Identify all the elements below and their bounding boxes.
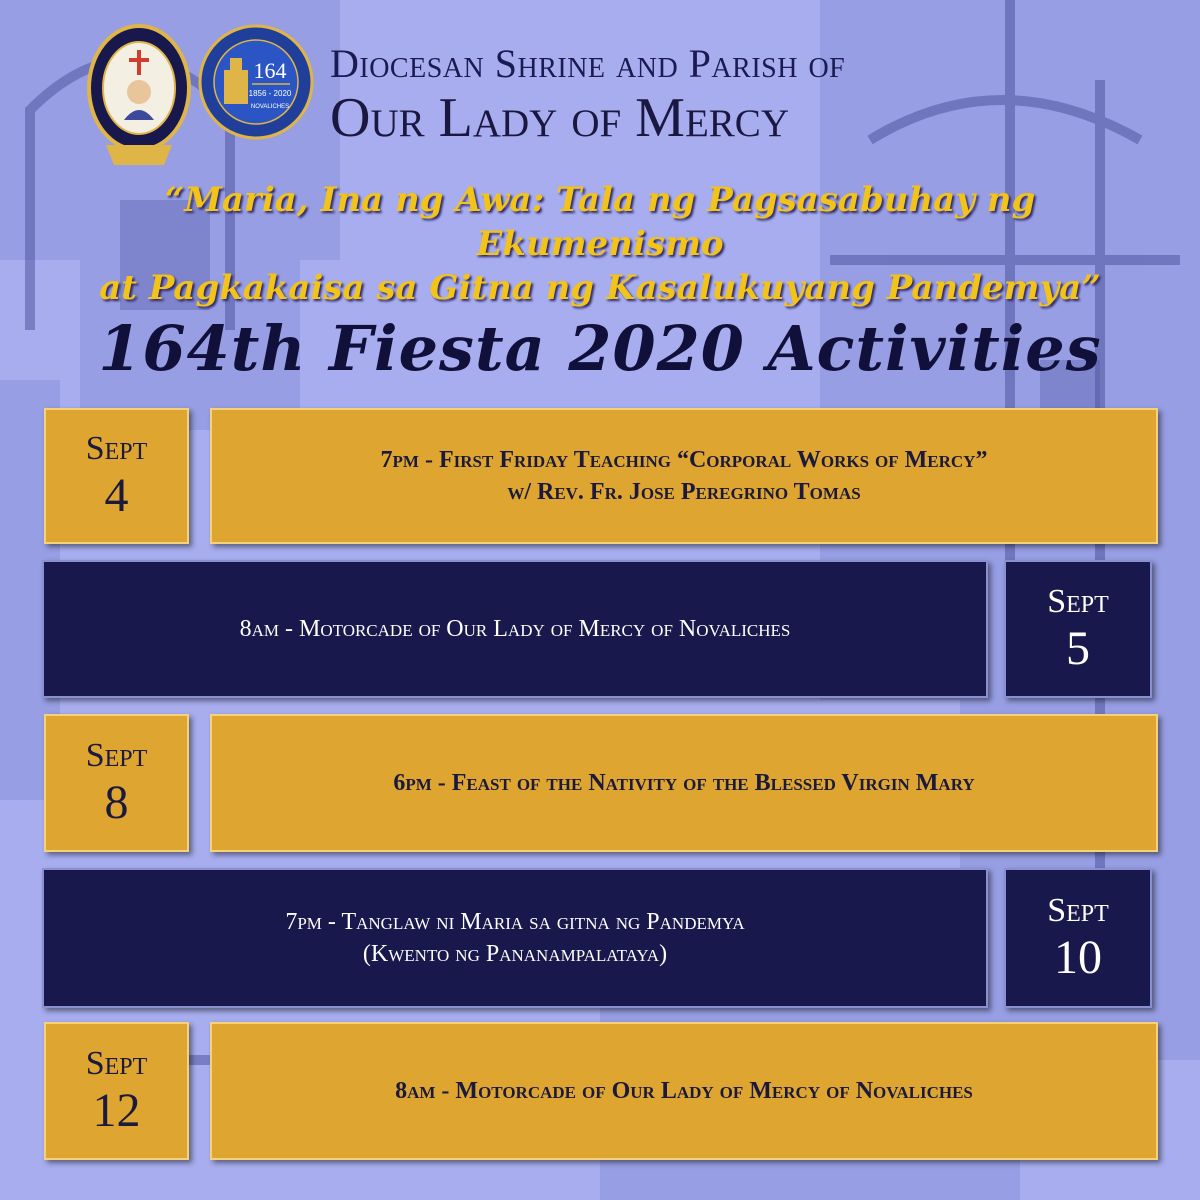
parish-title-line1: Diocesan Shrine and Parish of [330,41,846,86]
activity-subtext: (Kwento ng Pananampalataya) [362,941,668,967]
event-title: 164th Fiesta 2020 Activities [98,312,1102,385]
date-box-sept-10 [1004,868,1152,1008]
activity-box-sept-8 [210,714,1158,852]
date-box-sept-4 [44,408,189,544]
date-month: Sept [1047,583,1109,620]
date-month: Sept [85,737,148,774]
date-month: Sept [85,430,148,467]
activity-box-sept-4 [210,408,1158,544]
anniversary-164-logo [196,22,316,142]
parish-seal-logo [84,20,194,170]
activity-text: 6pm - Feast of the Nativity of the Blessed Virgin Mary [393,770,975,796]
theme-line1: “Maria, Ina ng Awa: Tala ng Pagsasabuhay ng Ekumenismo [164,180,1036,264]
svg-text:NOVALICHES: NOVALICHES [250,104,290,110]
date-box-sept-8 [44,714,189,852]
activity-text: 7pm - Tanglaw ni Maria sa gitna ng Pandemya [285,909,745,935]
date-month: Sept [85,1045,148,1082]
theme-line2: at Pagkakaisa sa Gitna ng Kasalukuyang Pandemya” [99,268,1101,308]
date-box-sept-12 [44,1022,189,1160]
activity-subtext: w/ Rev. Fr. Jose Peregrino Tomas [507,479,861,505]
date-month: Sept [1047,892,1109,929]
activity-text: 8am - Motorcade of Our Lady of Mercy of Novaliches [395,1078,973,1104]
parish-title-line2: Our Lady of Mercy [330,87,789,149]
fiesta-theme [40,178,1160,310]
activity-box-sept-12 [210,1022,1158,1160]
date-day: 10 [1054,931,1102,984]
activity-text: 8am - Motorcade of Our Lady of Mercy of Novaliches [239,616,791,642]
activity-box-sept-5 [42,560,988,698]
date-box-sept-5 [1004,560,1152,698]
svg-text:164: 164 [253,58,287,83]
svg-text:1856 - 2020: 1856 - 2020 [248,89,292,98]
activity-text: 7pm - First Friday Teaching “Corporal Works of Mercy” [380,447,988,473]
date-day: 8 [104,776,129,829]
date-day: 5 [1066,622,1090,675]
date-day: 4 [104,469,129,522]
activity-box-sept-10 [42,868,988,1008]
date-day: 12 [92,1084,141,1137]
